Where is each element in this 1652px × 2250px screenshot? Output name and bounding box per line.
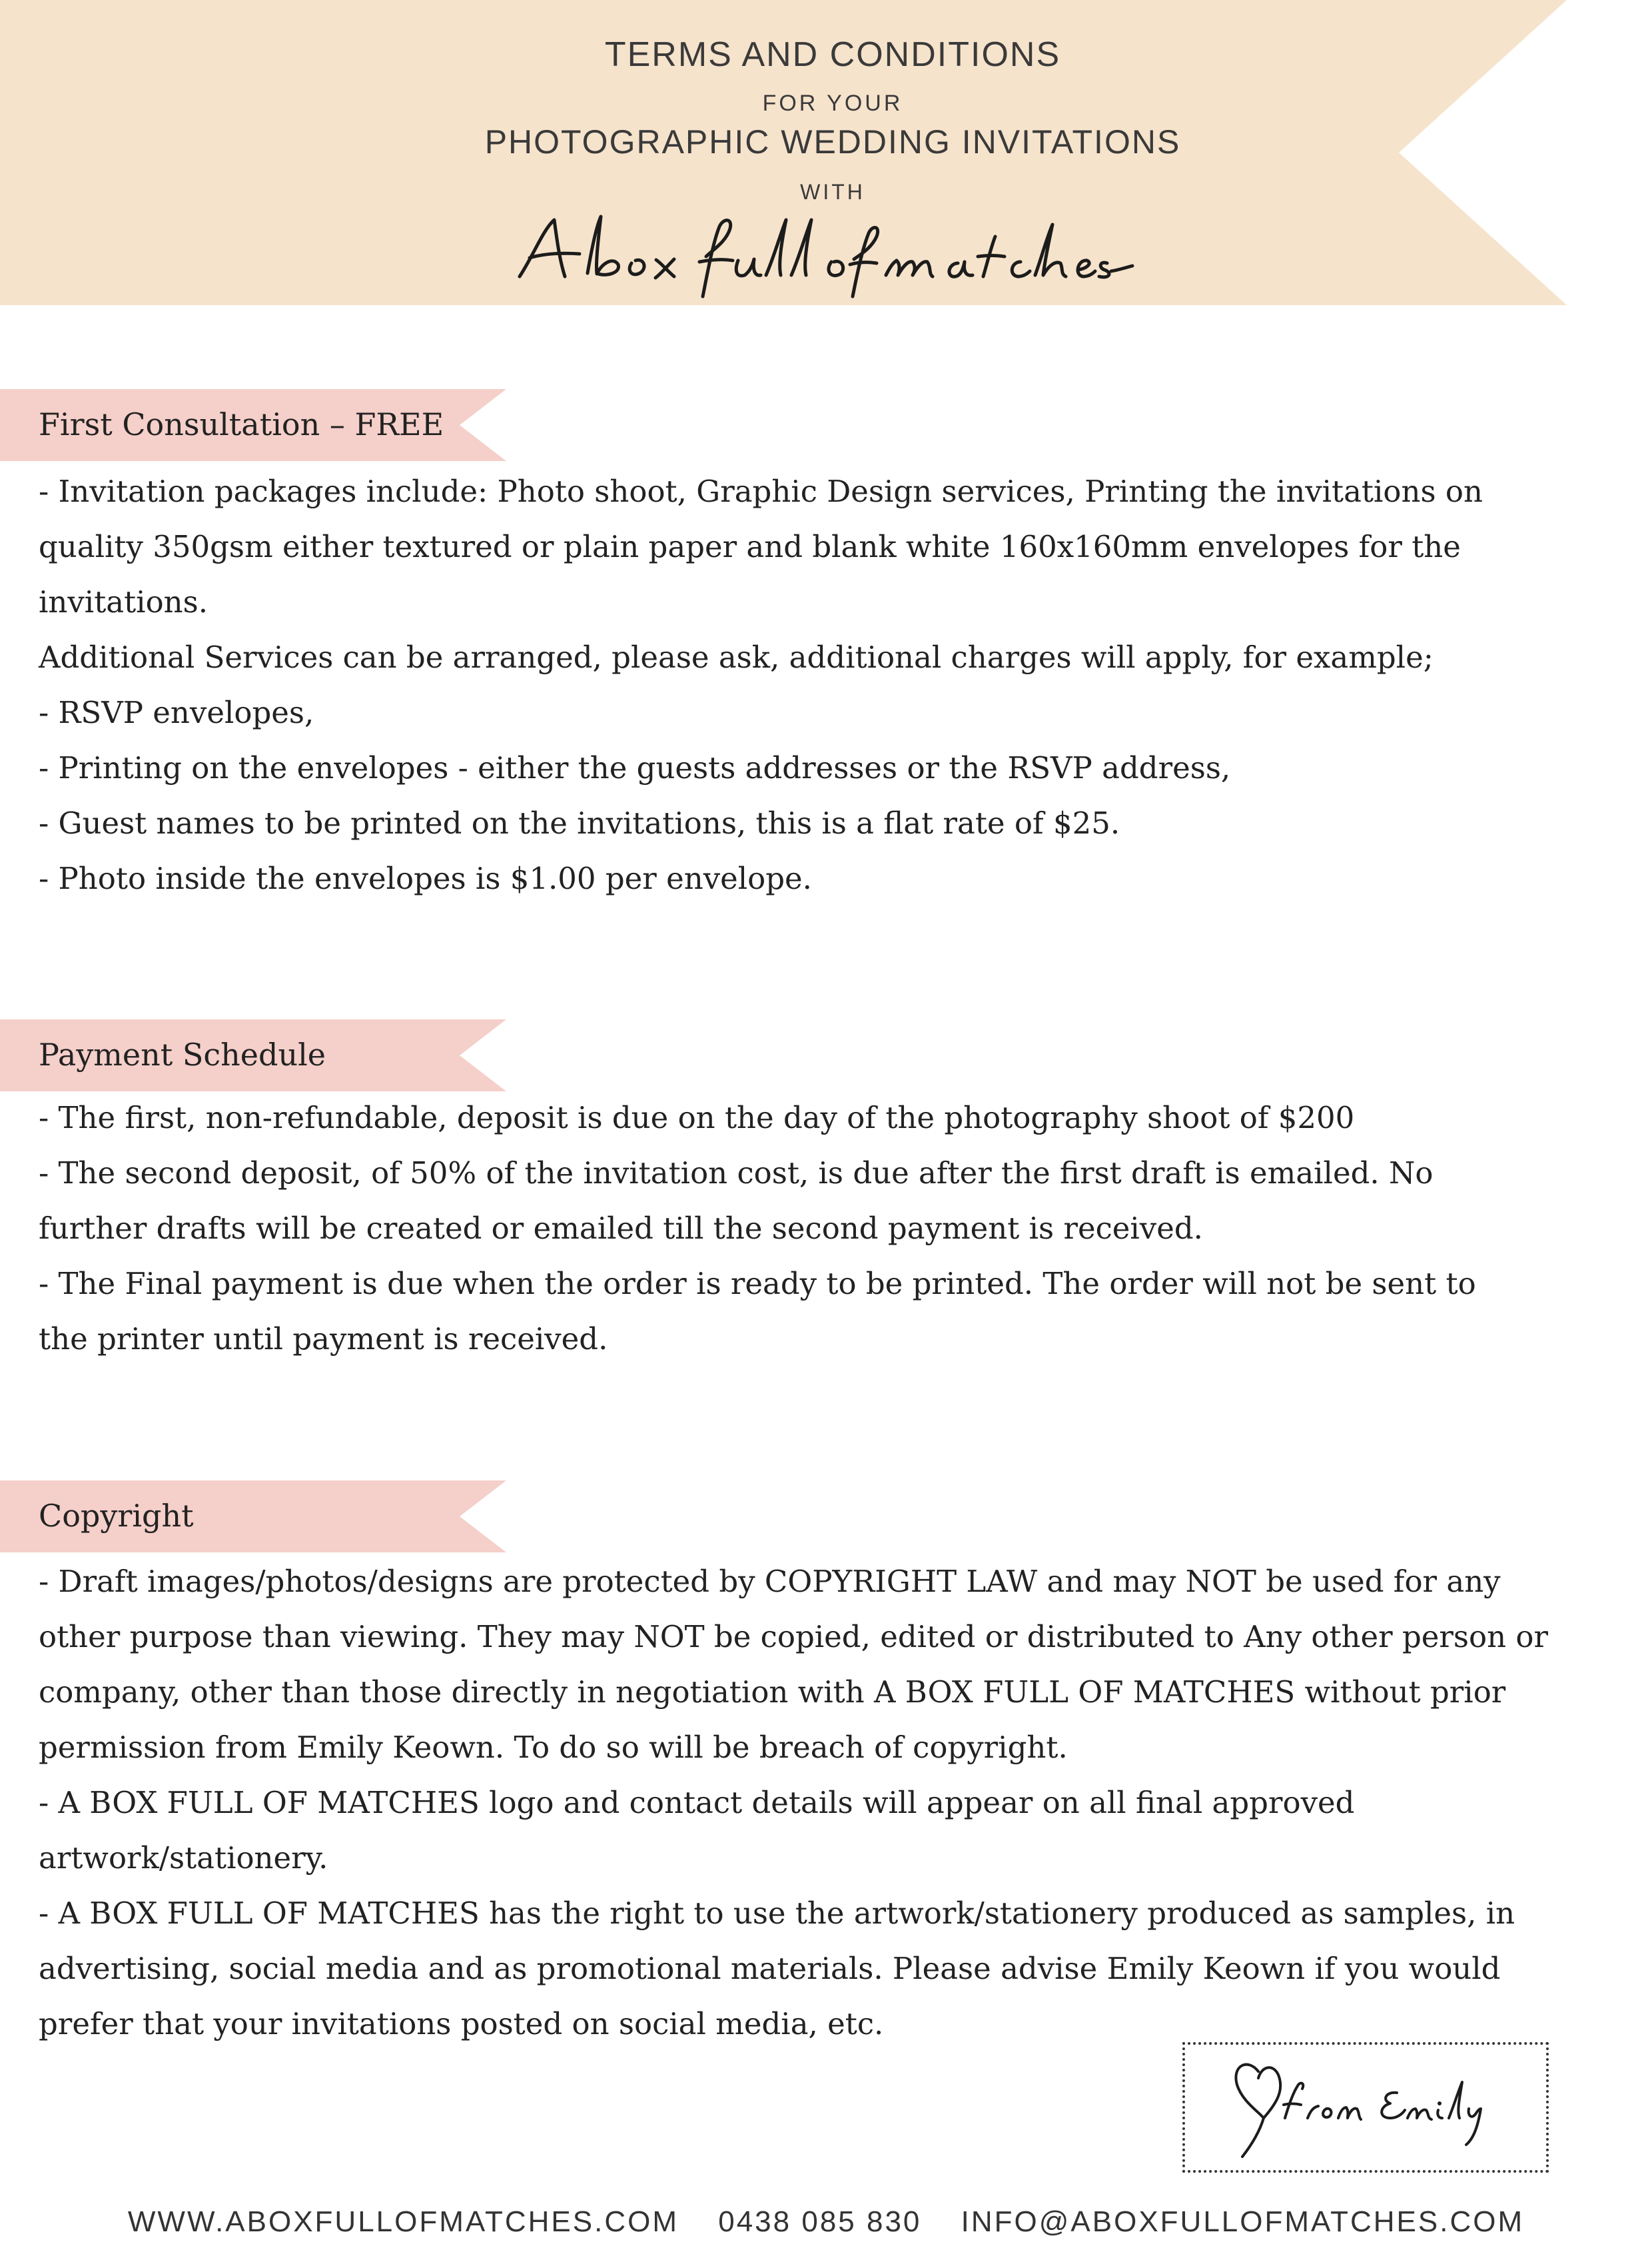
body-line: the printer until payment is received. — [39, 1321, 608, 1357]
footer-email-link[interactable]: INFO@ABOXFULLOFMATCHES.COM — [961, 2205, 1525, 2238]
section-heading-label: First Consultation – FREE — [39, 406, 444, 442]
body-line: artwork/stationery. — [39, 1840, 328, 1876]
body-line: - Photo inside the envelopes is $1.00 per envelope. — [39, 861, 812, 896]
body-line: further drafts will be created or emailed till the second payment is received. — [39, 1211, 1203, 1246]
section-heading-first-consultation — [0, 389, 506, 461]
body-line: - Draft images/photos/designs are protected by COPYRIGHT LAW and may NOT be used for any — [39, 1564, 1501, 1599]
body-line: - A BOX FULL OF MATCHES logo and contact details will appear on all final approved — [39, 1785, 1355, 1820]
section-heading-label: Copyright — [39, 1498, 194, 1534]
section-body-first-consultation — [39, 464, 1611, 906]
body-line: - A BOX FULL OF MATCHES has the right to use the artwork/stationery produced as samples, in — [39, 1896, 1515, 1931]
brand-logo-script — [513, 210, 1139, 303]
header-for-your: FOR YOUR — [762, 91, 903, 116]
body-line: permission from Emily Keown. To do so will be breach of copyright. — [39, 1730, 1068, 1765]
body-line: - The second deposit, of 50% of the invitation cost, is due after the first draft is emailed. No — [39, 1155, 1434, 1191]
body-line: other purpose than viewing. They may NOT be copied, edited or distributed to Any other person or — [39, 1619, 1548, 1654]
footer-contact — [0, 2205, 1652, 2239]
body-line: prefer that your invitations posted on social media, etc. — [39, 2006, 884, 2041]
body-line: quality 350gsm either textured or plain paper and blank white 160x160mm envelopes for the — [39, 529, 1461, 564]
body-line: Additional Services can be arranged, please ask, additional charges will apply, for example; — [39, 640, 1434, 675]
section-heading-copyright — [0, 1480, 506, 1552]
body-line: - RSVP envelopes, — [39, 695, 314, 730]
body-line: invitations. — [39, 584, 208, 620]
section-body-payment-schedule — [39, 1090, 1611, 1367]
header-banner — [0, 0, 1567, 305]
body-line: - Printing on the envelopes - either the guests addresses or the RSVP address, — [39, 750, 1231, 786]
footer-website-link[interactable]: WWW.ABOXFULLOFMATCHES.COM — [127, 2205, 679, 2238]
body-line: - The Final payment is due when the order is ready to be printed. The order will not be sent to — [39, 1266, 1476, 1301]
body-line: - The first, non-refundable, deposit is due on the day of the photography shoot of $200 — [39, 1100, 1355, 1135]
footer-phone[interactable]: 0438 085 830 — [718, 2205, 922, 2238]
body-line: - Guest names to be printed on the invitations, this is a flat rate of $25. — [39, 806, 1120, 841]
section-heading-label: Payment Schedule — [39, 1037, 326, 1073]
body-line: company, other than those directly in negotiation with A BOX FULL OF MATCHES without prior — [39, 1674, 1506, 1710]
header-with: WITH — [800, 180, 865, 204]
signature-box — [1182, 2042, 1549, 2173]
section-body-copyright — [39, 1554, 1611, 2051]
body-line: - Invitation packages include: Photo shoot, Graphic Design services, Printing the invitations on — [39, 474, 1483, 509]
header-title: TERMS AND CONDITIONS — [604, 35, 1061, 74]
signature-from-emily — [1185, 2045, 1546, 2170]
header-subtitle: PHOTOGRAPHIC WEDDING INVITATIONS — [484, 123, 1181, 161]
section-heading-payment-schedule — [0, 1019, 506, 1091]
body-line: advertising, social media and as promotional materials. Please advise Emily Keown if you would — [39, 1951, 1501, 1986]
